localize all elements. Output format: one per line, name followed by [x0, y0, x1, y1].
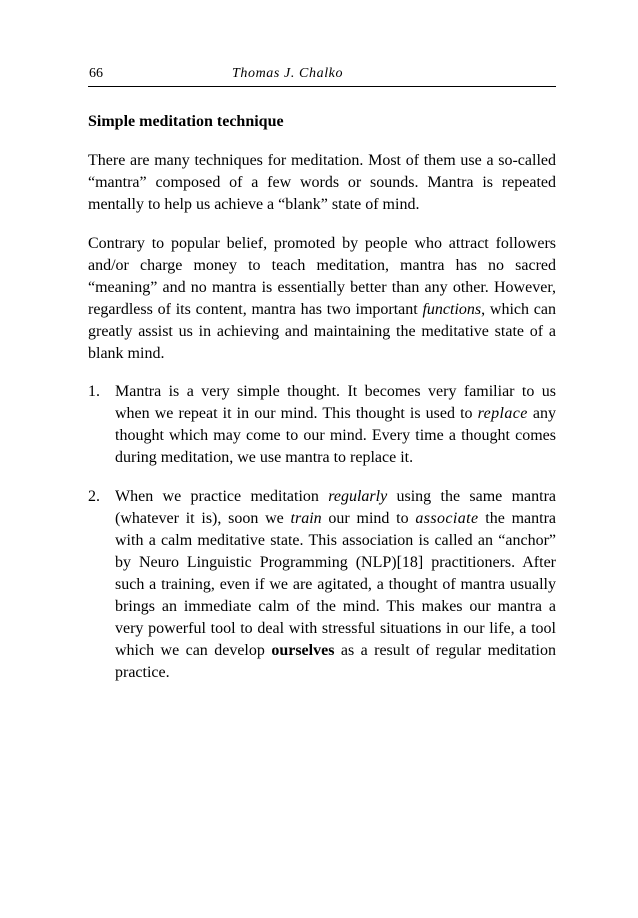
list-item-2 [88, 486, 556, 684]
paragraph-contrary [88, 233, 556, 365]
emphasis-functions: functions [422, 301, 482, 318]
emphasis-replace: replace [477, 405, 528, 422]
list-marker-1: 1. [88, 383, 100, 400]
list-marker-2: 2. [88, 488, 100, 505]
paragraph-intro-text: There are many techniques for meditation. Most of them use a so-called “mantra” composed of a few words or sounds. Mantra is repeated mentally to help us achieve a “blank” state of mind. [88, 152, 556, 213]
bold-ourselves: ourselves [271, 642, 335, 659]
running-head-author: Thomas J. Chalko [232, 66, 344, 81]
list-item-2-text-2: using the same mantra (whatever it is), soon we [115, 488, 556, 527]
list-item-2-text-3: our mind to [321, 510, 416, 527]
list-item-1-text-2: any thought which may come to our mind. Every time a thought comes during meditation, we use mantra to replace it. [115, 405, 556, 466]
paragraph-contrary-text-1: Contrary to popular belief, promoted by people who attract followers and/or charge money to teach meditation, mantra has no sacred “meaning” and no mantra is essentially better than any other. However, regardless of its content, mantra has two important [88, 235, 556, 318]
page-number: 66 [89, 66, 103, 81]
numbered-list [88, 381, 556, 684]
page-content [88, 111, 556, 684]
emphasis-associate: associate [415, 510, 479, 527]
running-header [88, 64, 556, 87]
list-item-1-text-1: Mantra is a very simple thought. It becomes very familiar to us when we repeat it in our mind. This thought is used to [115, 383, 556, 422]
emphasis-regularly: regularly [328, 488, 388, 505]
paragraph-intro [88, 150, 556, 216]
list-item-1 [88, 381, 556, 469]
emphasis-train: train [290, 510, 322, 527]
section-heading: Simple meditation technique [88, 113, 284, 130]
paragraph-contrary-text-2: , which can greatly assist us in achieving and maintaining the meditative state of a blank mind. [88, 301, 556, 362]
list-item-2-text-5: as a result of regular meditation practice. [115, 642, 557, 681]
list-item-2-text-4: the mantra with a calm meditative state. This association is called an “anchor” by Neuro Linguistic Programming (NLP)[18] practitioners. After such a training, even if we are agitated, a thought of mantra usually brings an immediate calm of the mind. This makes our mantra a very powerful tool to deal with stressful situations in our life, a tool which we can develop [115, 510, 557, 659]
list-item-2-text-1: When we practice meditation [115, 488, 329, 505]
